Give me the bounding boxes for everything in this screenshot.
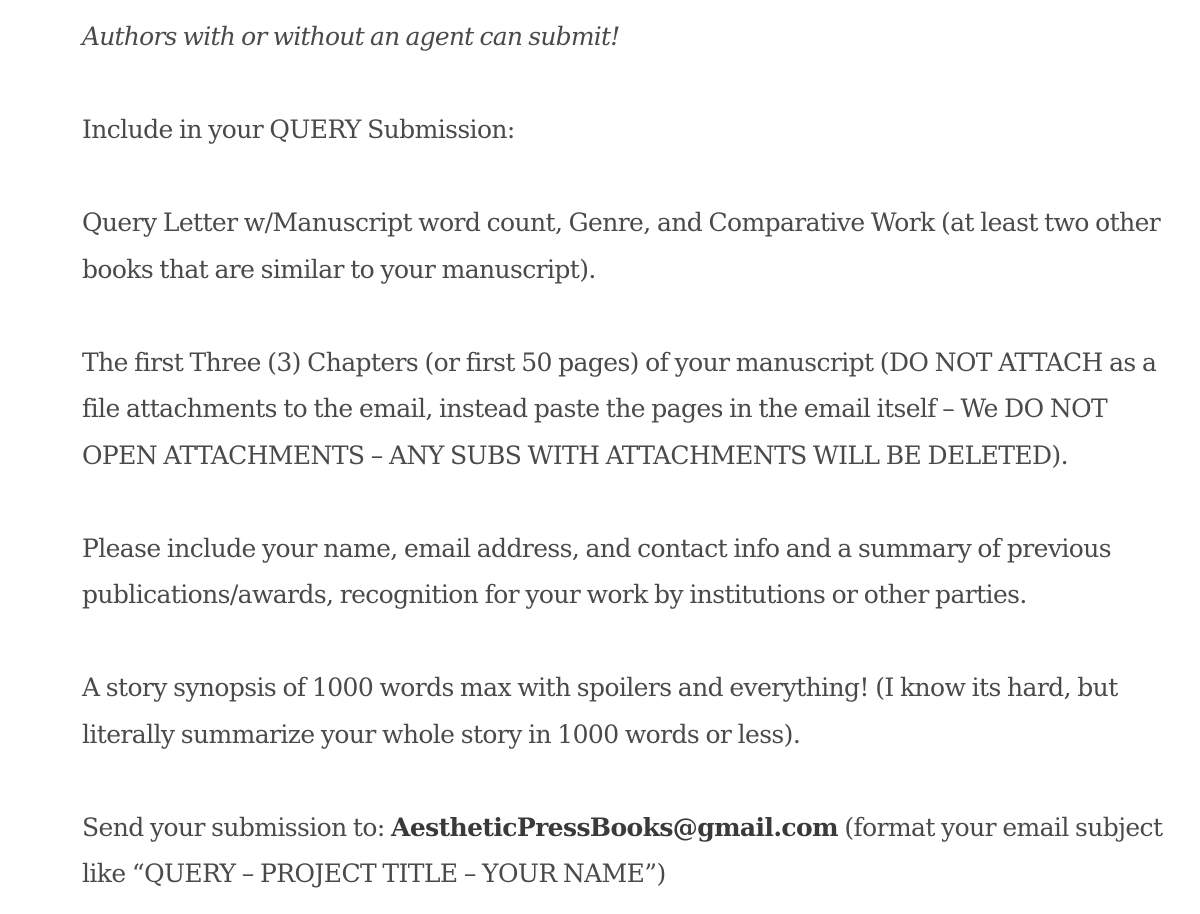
submission-guidelines <box>82 14 1172 898</box>
send-instructions <box>82 805 1172 898</box>
submission-email-link[interactable]: AestheticPressBooks@gmail.com <box>391 812 838 842</box>
send-suffix: (format your email subject like “QUERY – PROJECT TITLE – YOUR NAME”) <box>82 812 1163 888</box>
contact-requirement: Please include your name, email address, and contact info and a summary of previous publications/awards, recognition for your work by institutions or other parties. <box>82 533 1111 609</box>
query-letter-requirement: Query Letter w/Manuscript word count, Genre, and Comparative Work (at least two other books that are similar to your manuscript). <box>82 208 1161 284</box>
intro-text: Authors with or without an agent can submit! <box>82 22 620 51</box>
synopsis-requirement: A story synopsis of 1000 words max with spoilers and everything! (I know its hard, but literally summarize your whole story in 1000 words or less). <box>82 673 1118 749</box>
include-heading: Include in your QUERY Submission: <box>82 115 515 144</box>
chapters-requirement: The first Three (3) Chapters (or first 50 pages) of your manuscript (DO NOT ATTACH as a file attachments to the email, instead paste the pages in the email itself – We DO NOT OPEN ATTACHMENTS – ANY SUBS WITH ATTACHMENTS WILL BE DELETED). <box>82 347 1157 470</box>
send-prefix: Send your submission to: <box>82 812 392 842</box>
